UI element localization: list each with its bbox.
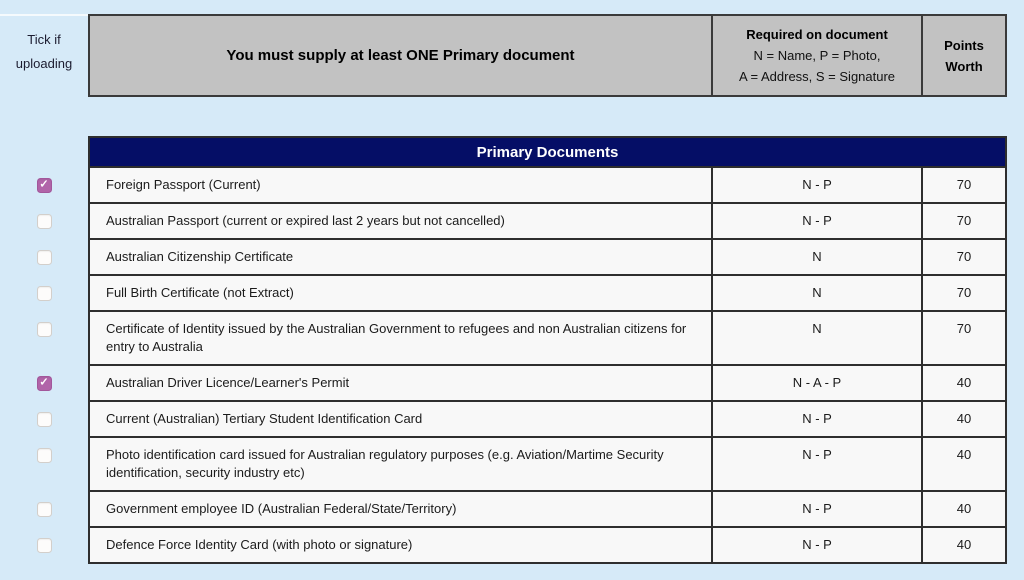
points-value-cell — [923, 402, 1007, 438]
document-name-cell — [88, 402, 713, 438]
required-codes-cell — [713, 168, 923, 204]
row-checkbox[interactable] — [37, 502, 52, 517]
document-name: Current (Australian) Tertiary Student Identification Card — [106, 411, 423, 426]
document-name-cell — [88, 168, 713, 204]
required-codes: N - A - P — [792, 375, 842, 390]
tick-if-uploading-line2: uploading — [15, 56, 73, 71]
required-codes: N - P — [802, 177, 832, 192]
row-checkbox[interactable] — [37, 214, 52, 229]
points-value-cell — [923, 492, 1007, 528]
points-value-cell — [923, 438, 1007, 492]
required-codes-cell — [713, 366, 923, 402]
checkbox-gutter — [0, 276, 88, 312]
required-codes-cell — [713, 402, 923, 438]
section-title-bar — [88, 136, 1007, 168]
required-codes: N — [812, 249, 822, 264]
document-name: Government employee ID (Australian Federal/State/Territory) — [106, 501, 457, 516]
points-value: 70 — [956, 321, 972, 336]
checkbox-gutter — [0, 366, 88, 402]
document-name-cell — [88, 240, 713, 276]
top-margin — [0, 0, 1024, 14]
points-value: 70 — [956, 177, 972, 192]
checkbox-gutter — [0, 492, 88, 528]
checkbox-gutter — [0, 204, 88, 240]
points-value-cell — [923, 528, 1007, 564]
checkbox-gutter — [0, 438, 88, 492]
checkbox-gutter — [0, 312, 88, 366]
points-value-cell — [923, 366, 1007, 402]
document-name-cell — [88, 492, 713, 528]
required-codes: N — [812, 321, 822, 336]
points-value: 40 — [956, 537, 972, 552]
points-value-cell — [923, 168, 1007, 204]
row-checkbox[interactable] — [37, 286, 52, 301]
required-codes-cell — [713, 204, 923, 240]
checkbox-gutter — [0, 168, 88, 204]
required-codes: N — [812, 285, 822, 300]
required-codes: N - P — [802, 537, 832, 552]
points-value: 40 — [956, 447, 972, 462]
check-icon: ✓ — [39, 178, 49, 191]
document-name: Full Birth Certificate (not Extract) — [106, 285, 294, 300]
document-name-cell — [88, 276, 713, 312]
document-name-cell — [88, 438, 713, 492]
row-checkbox[interactable] — [37, 250, 52, 265]
document-name: Foreign Passport (Current) — [106, 177, 261, 192]
document-name-cell — [88, 204, 713, 240]
document-name-cell — [88, 366, 713, 402]
required-codes: N - P — [802, 213, 832, 228]
points-value-cell — [923, 312, 1007, 366]
points-value: 70 — [956, 285, 972, 300]
points-value: 40 — [956, 501, 972, 516]
points-value-cell — [923, 240, 1007, 276]
required-codes-cell — [713, 240, 923, 276]
points-value: 70 — [956, 249, 972, 264]
row-checkbox[interactable] — [37, 448, 52, 463]
required-codes-cell — [713, 438, 923, 492]
section-gap — [0, 97, 1024, 136]
required-legend-line2: A = Address, S = Signature — [738, 69, 896, 84]
document-name: Australian Passport (current or expired last 2 years but not cancelled) — [106, 213, 505, 228]
points-label-line2: Worth — [945, 58, 983, 74]
checkbox-gutter — [0, 528, 88, 564]
tick-if-uploading-label — [0, 14, 88, 97]
document-name-cell — [88, 528, 713, 564]
required-legend-line1: N = Name, P = Photo, — [753, 48, 881, 63]
required-codes: N - P — [802, 501, 832, 516]
points-worth-header — [923, 14, 1007, 97]
points-value: 40 — [956, 375, 972, 390]
points-value-cell — [923, 204, 1007, 240]
document-name-cell — [88, 312, 713, 366]
points-value: 40 — [956, 411, 972, 426]
document-name: Photo identification card issued for Australian regulatory purposes (e.g. Aviation/Martime Security identification, security industry etc) — [106, 447, 664, 480]
required-codes: N - P — [802, 411, 832, 426]
points-value: 70 — [956, 213, 972, 228]
primary-document-instruction: You must supply at least ONE Primary document — [88, 14, 713, 97]
points-value-cell — [923, 276, 1007, 312]
row-checkbox[interactable] — [37, 178, 52, 193]
checkbox-gutter — [0, 402, 88, 438]
points-label-line1: Points — [944, 37, 984, 53]
required-codes-cell — [713, 312, 923, 366]
section-gutter-spacer — [0, 136, 88, 168]
tick-if-uploading-line1: Tick if — [27, 32, 61, 47]
required-codes-cell — [713, 276, 923, 312]
row-checkbox[interactable] — [37, 376, 52, 391]
required-on-document-header — [713, 14, 923, 97]
row-checkbox[interactable] — [37, 538, 52, 553]
required-title: Required on document — [746, 27, 888, 42]
primary-documents-table — [0, 136, 1007, 564]
row-checkbox[interactable] — [37, 412, 52, 427]
required-codes-cell — [713, 528, 923, 564]
document-name: Certificate of Identity issued by the Australian Government to refugees and non Australian citizens for entry to Australia — [106, 321, 687, 354]
checkbox-gutter — [0, 240, 88, 276]
document-name: Australian Citizenship Certificate — [106, 249, 294, 264]
check-icon: ✓ — [39, 376, 49, 389]
instruction-header — [0, 14, 1007, 97]
section-title: Primary Documents — [476, 144, 619, 161]
required-codes: N - P — [802, 447, 832, 462]
row-checkbox[interactable] — [37, 322, 52, 337]
document-name: Defence Force Identity Card (with photo or signature) — [106, 537, 413, 552]
document-name: Australian Driver Licence/Learner's Permit — [106, 375, 350, 390]
required-codes-cell — [713, 492, 923, 528]
